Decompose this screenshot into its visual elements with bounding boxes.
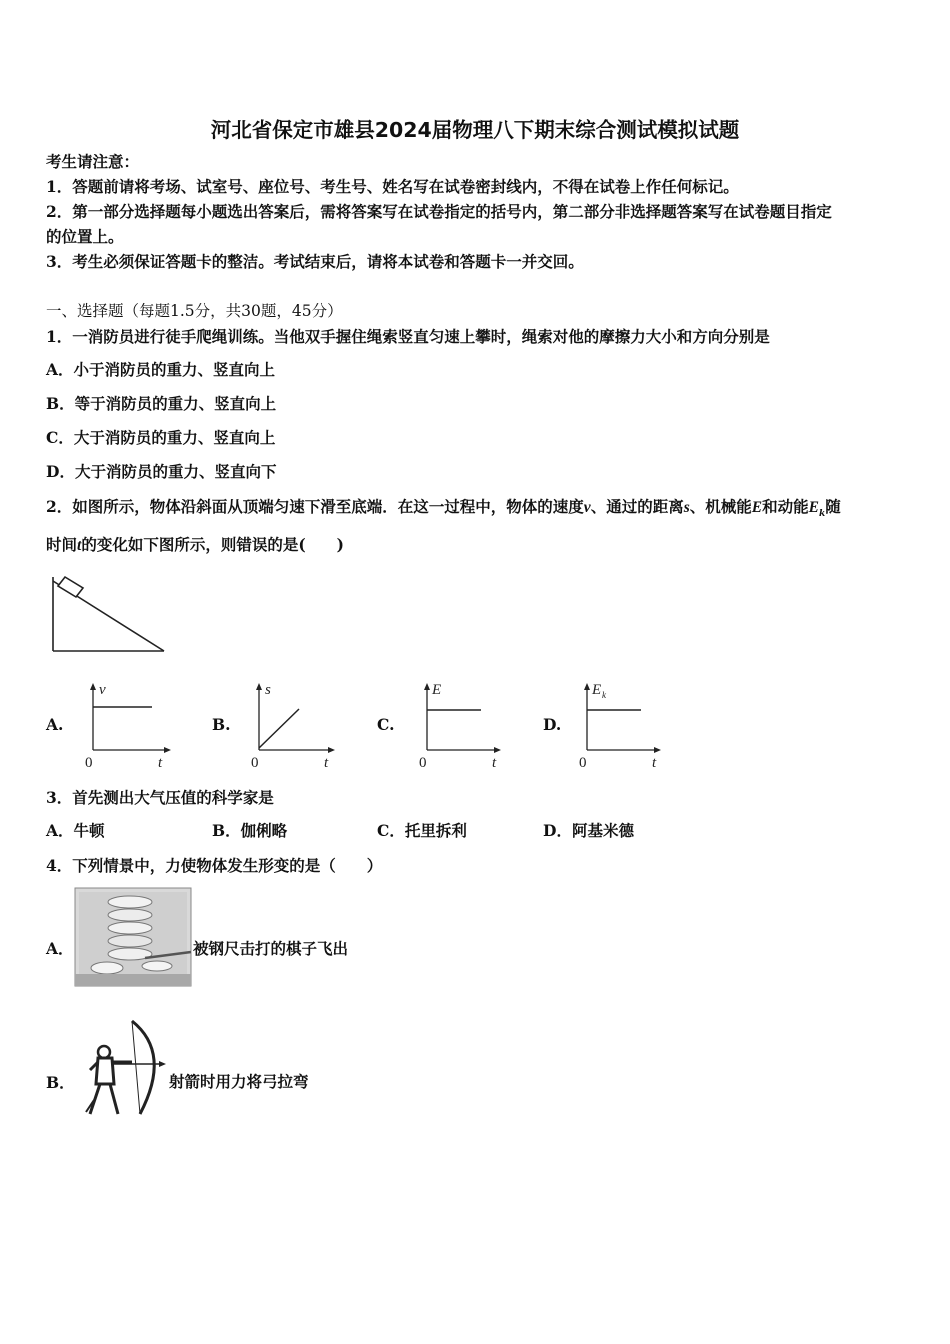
q3-option-b: B．伽俐略: [212, 821, 288, 840]
q2-option-b-label: B.: [212, 715, 231, 734]
notice-heading: 考生请注意：: [46, 152, 140, 171]
svg-text:0: 0: [85, 755, 93, 771]
svg-text:E: E: [432, 682, 442, 698]
page-title: 河北省保定市雄县2024届物理八下期末综合测试模拟试题: [210, 118, 740, 142]
svg-text:k: k: [602, 690, 606, 700]
q3-option-a: A．牛顿: [46, 821, 105, 840]
q4-option-b-text: 射箭时用力将弓拉弯: [169, 1072, 309, 1091]
q4-option-a-text: 被钢尺击打的棋子飞出: [193, 939, 349, 958]
q3-stem: 3．首先测出大气压值的科学家是: [46, 788, 274, 807]
q2-graph-a: [82, 680, 177, 775]
q1-option-b: B．等于消防员的重力、竖直向上: [46, 394, 277, 413]
svg-text:0: 0: [251, 755, 259, 771]
q4-option-a-letter: A．: [46, 939, 74, 958]
q2-option-d-label: D.: [543, 715, 562, 734]
svg-text:t: t: [158, 755, 163, 771]
q1-option-d: D．大于消防员的重力、竖直向下: [46, 462, 277, 481]
svg-text:0: 0: [579, 755, 587, 771]
q2-graph-d: [574, 680, 669, 775]
q2-option-c-label: C.: [377, 715, 395, 734]
chess-pieces-photo: [75, 888, 191, 986]
svg-text:t: t: [652, 755, 657, 771]
svg-text:v: v: [99, 682, 106, 698]
q2-stem-line2: 时间t的变化如下图所示，则错误的是( ): [46, 535, 344, 554]
notice-item: 3．考生必须保证答题卡的整洁。考试结束后，请将本试卷和答题卡一并交回。: [46, 252, 584, 271]
archer-figure: [80, 1018, 166, 1118]
q1-option-c: C．大于消防员的重力、竖直向上: [46, 428, 276, 447]
q1-stem: 1．一消防员进行徒手爬绳训练。当他双手握住绳索竖直匀速上攀时，绳索对他的摩擦力大小和方向分别是: [46, 327, 770, 346]
incline-figure: [50, 575, 170, 655]
svg-text:t: t: [324, 755, 329, 771]
svg-text:E: E: [592, 682, 602, 698]
notice-item: 2．第一部分选择题每小题选出答案后，需将答案写在试卷指定的括号内，第二部分非选择题答案写在试卷题目指定: [46, 202, 832, 221]
svg-text:t: t: [492, 755, 497, 771]
q2-stem-line1: 2．如图所示，物体沿斜面从顶端匀速下滑至底端．在这一过程中，物体的速度v、通过的距离s、机械能E和动能$E_k$随: [46, 497, 841, 520]
q3-option-d: D．阿基米德: [543, 821, 634, 840]
q2-graph-c: [414, 680, 509, 775]
q4-option-b-letter: B．: [46, 1073, 75, 1092]
q4-stem: 4．下列情景中，力使物体发生形变的是（ ）: [46, 856, 383, 875]
notice-item: 的位置上。: [46, 227, 124, 246]
q3-option-c: C．托里拆利: [377, 821, 467, 840]
section-heading: 一、选择题（每题1.5分，共30题，45分）: [46, 302, 343, 320]
svg-text:0: 0: [419, 755, 427, 771]
svg-text:s: s: [265, 682, 271, 698]
q2-option-a-label: A.: [46, 715, 64, 734]
q1-option-a: A．小于消防员的重力、竖直向上: [46, 360, 276, 379]
notice-item: 1．答题前请将考场、试室号、座位号、考生号、姓名写在试卷密封线内，不得在试卷上作任何标记。: [46, 177, 739, 196]
q2-graph-b: [248, 680, 343, 775]
